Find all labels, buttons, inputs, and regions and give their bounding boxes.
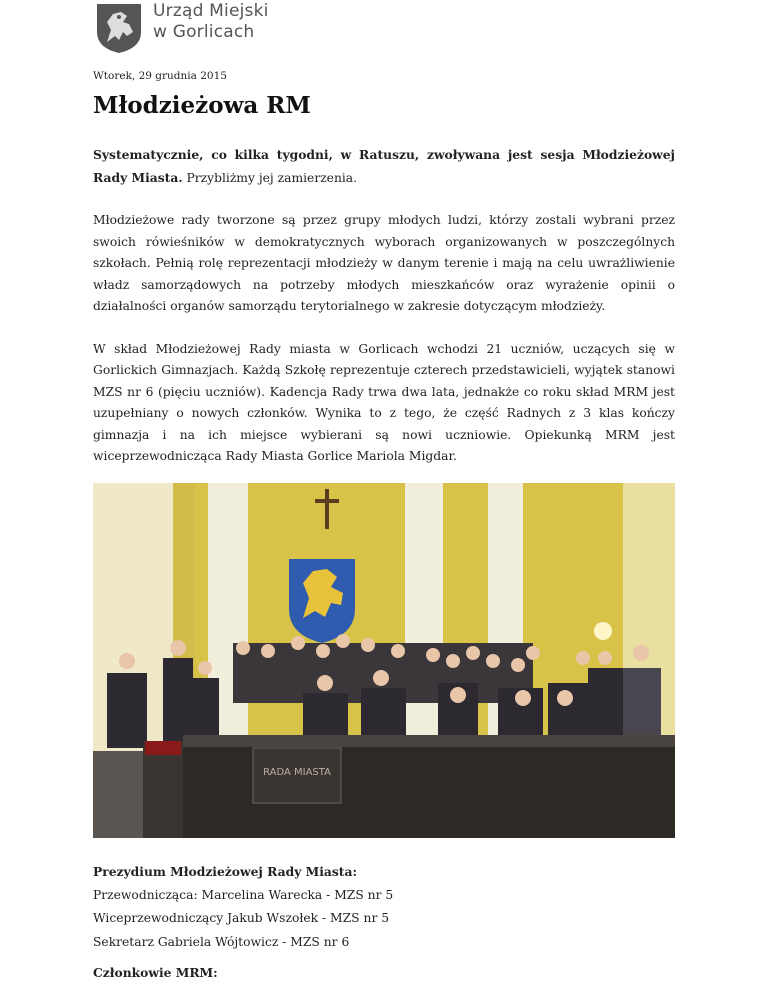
city-crest-icon [93, 2, 145, 54]
site-logo[interactable] [153, 1, 269, 43]
lead-paragraph [93, 144, 675, 189]
council-photo-image [93, 483, 675, 838]
presidium-heading: Prezydium Młodzieżowej Rady Miasta: [93, 864, 357, 879]
council-photo [93, 483, 675, 838]
members-heading: Członkowie MRM: [93, 965, 218, 980]
presidium-line: Sekretarz Gabriela Wójtowicz - MZS nr 6 [93, 934, 350, 949]
lead-bold: Systematycznie, co kilka tygodni, w Ratuszu, zwoływana jest sesja Młodzieżowej Rady Miasta. [93, 147, 675, 185]
lead-normal: Przybliżmy jej zamierzenia. [182, 170, 358, 185]
article-body [93, 144, 675, 489]
article-date: Wtorek, 29 grudnia 2015 [93, 70, 227, 82]
logo-line1: Urząd Miejski [153, 1, 269, 21]
site-header [93, 2, 269, 54]
paragraph-2: W skład Młodzieżowej Rady miasta w Gorlicach wchodzi 21 uczniów, uczących się w Gorlickich Gimnazjach. Każdą Szkołę reprezentuje czterech przedstawicieli, wyjątek stanowi MZS nr 6 (pięciu uczniów). Kadencja Rady trwa dwa lata, jednakże co roku skład MRM jest uzupełniany o nowych członków. Wynika to z tego, że część Radnych z 3 klas kończy gimnazja i na ich miejsce wybierani są nowi uczniowie. Opiekunką MRM jest wiceprzewodnicząca Rady Miasta Gorlice Mariola Migdar. [93, 341, 675, 463]
presidium-line: Wiceprzewodniczący Jakub Wszołek - MZS nr 5 [93, 911, 390, 925]
paragraph-1: Młodzieżowe rady tworzone są przez grupy młodych ludzi, którzy zostali wybrani przez swoich rówieśników w demokratycznych wyborach organizowanych w poszczególnych szkołach. Pełnią rolę reprezentacji młodzieży w danym terenie i mają na celu uwrażliwienie władz samorządowych na potrzeby młodych mieszkańców oraz wyrażenie opinii o działalności organów samorządu terytorialnego w zakresie dotyczącym młodzieży. [93, 213, 675, 313]
presidium-section [93, 860, 675, 954]
article-title: Młodzieżowa RM [93, 92, 311, 119]
presidium-line: Przewodnicząca: Marcelina Warecka - MZS nr 5 [93, 887, 394, 902]
desk-sign: RADA MIASTA [263, 767, 331, 778]
logo-line2: w Gorlicach [153, 22, 255, 42]
